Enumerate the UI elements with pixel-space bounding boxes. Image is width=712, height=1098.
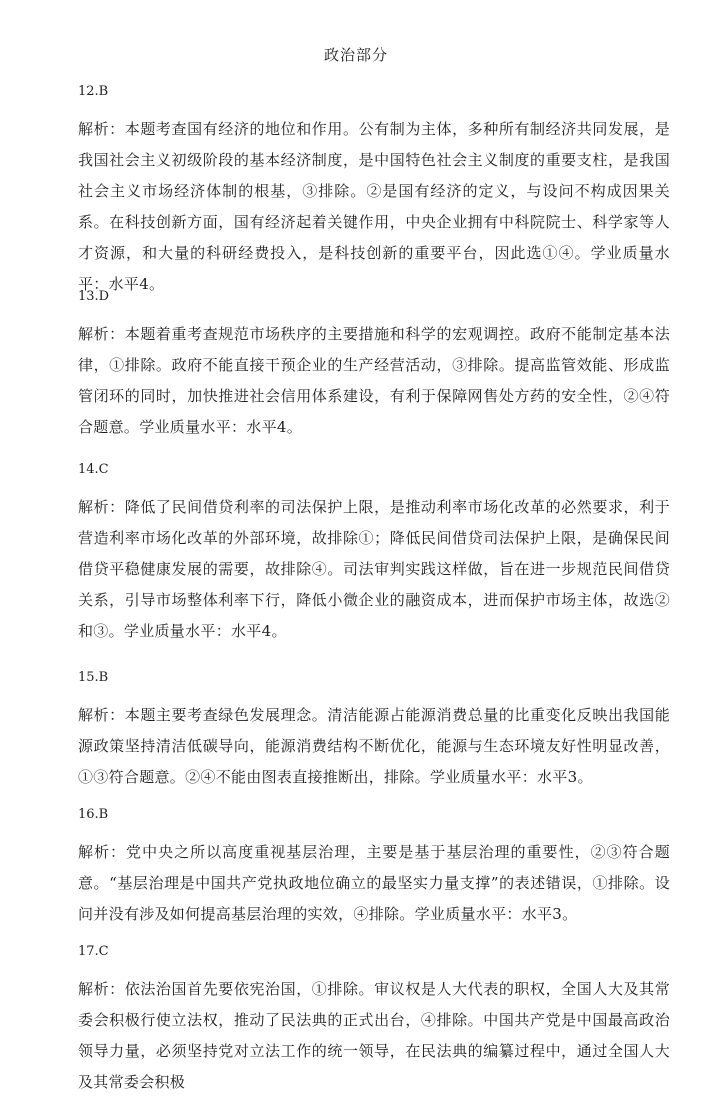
page-title: 政治部分	[323, 46, 388, 64]
answer-item-15	[78, 668, 670, 793]
answer-item-16	[78, 805, 670, 930]
answer-number: 12.B	[78, 84, 109, 99]
answer-number: 14.C	[78, 462, 109, 477]
answer-number: 17.C	[78, 944, 109, 959]
answer-analysis: 解析：本题考查国有经济的地位和作用。公有制为主体，多种所有制经济共同发展，是我国社会主义初级阶段的基本经济制度，是中国特色社会主义制度的重要支柱，是我国社会主义市场经济体制的根基，③排除。②是国有经济的定义，与设问不构成因果关系。在科技创新方面，国有经济起着关键作用，中央企业拥有中科院院士、科学家等人才资源，和大量的科研经费投入，是科技创新的重要平台，因此选①④。学业质量水平：水平4。	[78, 120, 670, 293]
answer-number: 13.D	[78, 289, 110, 304]
answer-item-13	[78, 287, 670, 443]
answer-analysis: 解析：本题着重考查规范市场秩序的主要措施和科学的宏观调控。政府不能制定基本法律，①排除。政府不能直接干预企业的生产经营活动，③排除。提高监管效能、形成监管闭环的同时，加快推进社会信用体系建设，有利于保障网售处方药的安全性，②④符合题意。学业质量水平：水平4。	[78, 325, 670, 436]
answer-item-17	[78, 942, 670, 1098]
answer-analysis: 解析：降低了民间借贷利率的司法保护上限，是推动利率市场化改革的必然要求，利于营造利率市场化改革的外部环境，故排除①；降低民间借贷司法保护上限，是确保民间借贷平稳健康发展的需要，故排除④。司法审判实践这样做，旨在进一步规范民间借贷关系，引导市场整体利率下行，降低小微企业的融资成本，进而保护市场主体，故选②和③。学业质量水平：水平4。	[78, 498, 670, 640]
answer-item-14	[78, 460, 670, 647]
answer-analysis: 解析：本题主要考查绿色发展理念。清洁能源占能源消费总量的比重变化反映出我国能源政策坚持清洁低碳导向，能源消费结构不断优化，能源与生态环境友好性明显改善，①③符合题意。②④不能由图表直接推断出，排除。学业质量水平：水平3。	[78, 706, 670, 786]
answer-number: 15.B	[78, 670, 109, 685]
answer-item-12	[78, 82, 670, 300]
answer-analysis: 解析：党中央之所以高度重视基层治理，主要是基于基层治理的重要性，②③符合题意。“基层治理是中国共产党执政地位确立的最坚实力量支撑”的表述错误，①排除。设问并没有涉及如何提高基层治理的实效，④排除。学业质量水平：水平3。	[78, 843, 670, 923]
answer-number: 16.B	[78, 807, 109, 822]
answer-analysis: 解析：依法治国首先要依宪治国，①排除。审议权是人大代表的职权，全国人大及其常委会积极行使立法权，推动了民法典的正式出台，④排除。中国共产党是中国最高政治领导力量，必须坚持党对立法工作的统一领导，在民法典的编纂过程中，通过全国人大及其常委会积极	[78, 980, 670, 1091]
